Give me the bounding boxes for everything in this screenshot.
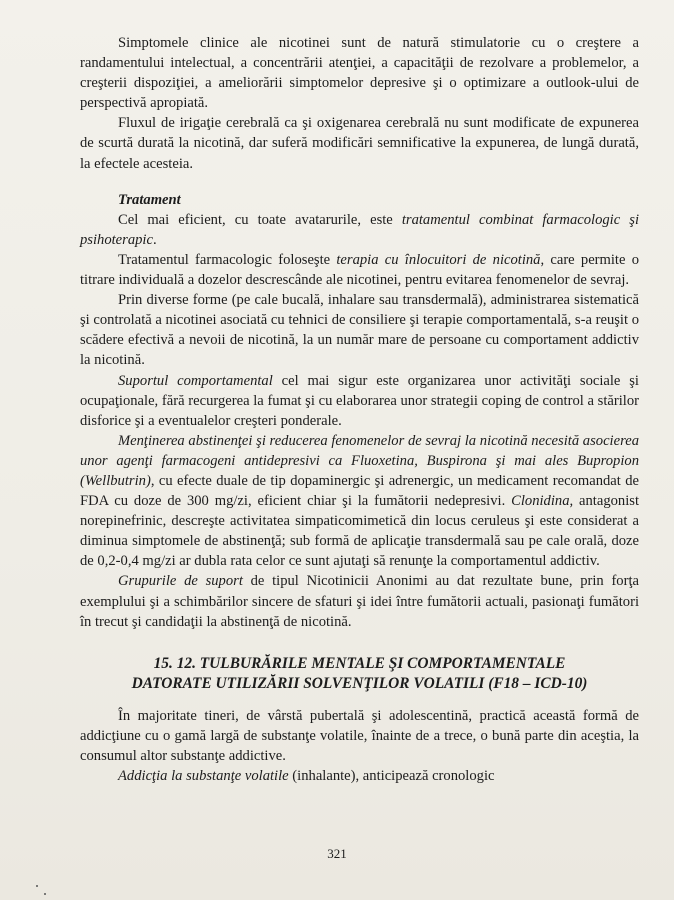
paragraph-symptoms: Simptomele clinice ale nicotinei sunt de natură stimulatorie cu o creştere a randamentului intelectual, a concentrării atenţiei, a capacităţii de rezolvare a problemelor, a creşterii dispoziţiei, a ameliorării simptomelor depresive şi o optimizare a outlook-ului de perspectivă apropiată. xyxy=(80,35,639,112)
paragraph-support-groups: Grupurile de suport de tipul Nicotinicii Anonimi au dat rezultate bune, prin forţa exemplului şi a schimbărilor sincere de sfaturi şi idei între fumătorii actuali, pasionaţi fumători în trecut şi candidaţii la abstinenţă de nicotină. xyxy=(80,573,639,630)
paragraph-volatile-addiction: Addicţia la substanţe volatile (inhalante), anticipează cronologic xyxy=(118,768,495,784)
chapter-heading xyxy=(80,654,639,694)
page-number: 321 xyxy=(327,846,347,861)
page-text-body xyxy=(80,33,639,786)
paragraph-administration: Prin diverse forme (pe cale bucală, inhalare sau transdermală), administrarea sistematică şi controlată a nicotinei asociată cu tehnici de consiliere şi terapie comportamentală, s-a reuşit o scădere efectivă a nevoii de nicotină, la un număr mare de persoane cu comportament addictiv la nicotină. xyxy=(80,292,639,369)
scan-speck xyxy=(36,885,38,887)
paragraph-behavioral-support: Suportul comportamental cel mai sigur este organizarea unor activităţi sociale şi ocupaţionale, fără recurgerea la fumat şi cu elaborarea unor strategii coping de control a stărilor disforice şi a eventualelor creşteri ponderale. xyxy=(80,372,639,429)
chapter-heading-line-1: 15. 12. TULBURĂRILE MENTALE ŞI COMPORTAMENTALE xyxy=(153,654,566,672)
paragraph-abstinence: Menţinerea abstinenţei şi reducerea fenomenelor de sevraj la nicotină necesită asocierea unor agenţi farmacogeni antidepresivi ca Fluoxetina, Buspirona şi mai ales Bupropion (Wellbutrin), cu efecte duale de tip dopaminergic şi adrenergic, un medicament recomandat de FDA cu doze de 300 mg/zi, eficient chiar şi la fumătorii nedepresivi. Clonidina, antagonist norepinefrinic, descreşte activitatea simpaticomimetică din locus ceruleus şi este considerat a diminua simptomele de abstinenţă; sub formă de aplicaţie transdermală sau pe cale orală, doze de 0,2-0,4 mg/zi ar dubla rata celor ce sunt ajutaţi să renunţe la comportamentul addictiv. xyxy=(80,432,639,570)
section-heading-treatment: Tratament xyxy=(118,191,181,208)
paragraph-cerebral-flow: Fluxul de irigaţie cerebrală ca şi oxigenarea cerebrală nu sunt modificate de expunerea de scurtă durată la nicotină, dar suferă modificări semnificative la expunerea, de lungă durată, la efectele acesteia. xyxy=(80,115,639,172)
paragraph-treatment-intro: Cel mai eficient, cu toate avatarurile, este tratamentul combinat farmacologic şi psihoterapic. xyxy=(80,211,639,248)
scan-speck xyxy=(44,893,46,895)
paragraph-pharmacological: Tratamentul farmacologic foloseşte terapia cu înlocuitori de nicotină, care permite o titrare individuală a dozelor descrescânde ale nicotinei, pentru evitarea fenomenelor de sevraj. xyxy=(80,251,640,289)
chapter-heading-line-2: DATORATE UTILIZĂRII SOLVENŢILOR VOLATILI (F18 – ICD-10) xyxy=(131,674,588,692)
paragraph-youth-addiction: În majoritate tineri, de vârstă pubertală şi adolescentină, practică această formă de addicţiune cu o gamă largă de substanţe volatile, înainte de a trece, o bună parte din aceştia, la consumul altor substanţe addictive. xyxy=(80,707,639,764)
